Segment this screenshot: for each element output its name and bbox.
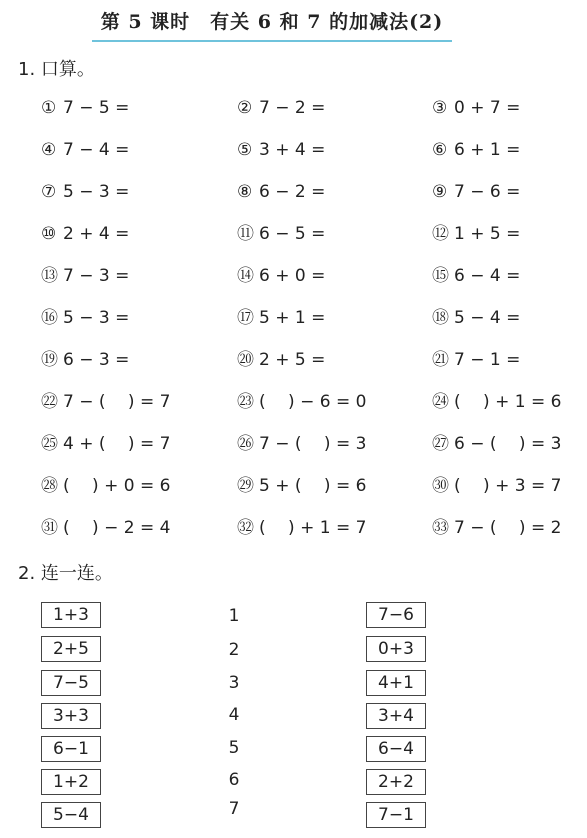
problem-expression: ( ) − 2 = 4 — [63, 518, 171, 538]
left-expression-box[interactable]: 1+3 — [41, 602, 101, 628]
mental-math-problem — [237, 390, 407, 414]
mental-math-problem — [432, 138, 587, 162]
mental-math-problem — [237, 348, 407, 372]
mental-math-problem — [237, 138, 407, 162]
problem-expression: 7 − 5 = — [63, 98, 130, 118]
problem-number: ⑳ — [237, 350, 254, 370]
mental-math-problem — [237, 516, 407, 540]
problem-expression: 5 − 3 = — [63, 182, 130, 202]
mental-math-problem — [237, 474, 407, 498]
problem-number: ⑱ — [432, 308, 449, 328]
answer-number[interactable]: 2 — [228, 640, 240, 660]
mental-math-problem — [41, 432, 211, 456]
right-expression-box[interactable]: 2+2 — [366, 769, 426, 795]
problem-expression: 6 − ( ) = 3 — [454, 434, 562, 454]
problem-expression: 7 − 6 = — [454, 182, 521, 202]
problem-number: ① — [41, 98, 57, 118]
right-expression-box[interactable]: 3+4 — [366, 703, 426, 729]
problem-expression: 4 + ( ) = 7 — [63, 434, 171, 454]
mental-math-problem — [41, 138, 211, 162]
problem-number: ㉒ — [41, 392, 58, 412]
mental-math-problem — [432, 474, 587, 498]
problem-expression: ( ) + 0 = 6 — [63, 476, 171, 496]
right-expression-box[interactable]: 0+3 — [366, 636, 426, 662]
problem-expression: 6 − 2 = — [259, 182, 326, 202]
answer-number[interactable]: 4 — [228, 705, 240, 725]
mental-math-problem — [432, 96, 587, 120]
problem-expression: 5 + 1 = — [259, 308, 326, 328]
problem-number: ④ — [41, 140, 57, 160]
problem-expression: 0 + 7 = — [454, 98, 521, 118]
problem-expression: 5 − 4 = — [454, 308, 521, 328]
mental-math-problem — [432, 516, 587, 540]
right-expression-box[interactable]: 4+1 — [366, 670, 426, 696]
mental-math-problem — [41, 222, 211, 246]
left-expression-box[interactable]: 7−5 — [41, 670, 101, 696]
answer-number[interactable]: 5 — [228, 738, 240, 758]
problem-number: ㉑ — [432, 350, 449, 370]
problem-expression: 7 − 1 = — [454, 350, 521, 370]
problem-number: ㉛ — [41, 518, 58, 538]
answer-number[interactable]: 1 — [228, 606, 240, 626]
problem-number: ⑩ — [41, 224, 57, 244]
title-underline — [92, 40, 452, 42]
left-expression-box[interactable]: 1+2 — [41, 769, 101, 795]
left-expression-box[interactable]: 5−4 — [41, 802, 101, 828]
problem-number: ㉔ — [432, 392, 449, 412]
problem-expression: 6 − 4 = — [454, 266, 521, 286]
problem-number: ⑨ — [432, 182, 448, 202]
section1-heading: 1. 口算。 — [18, 59, 95, 80]
problem-expression: 1 + 5 = — [454, 224, 521, 244]
right-expression-box[interactable]: 7−1 — [366, 802, 426, 828]
mental-math-problem — [41, 264, 211, 288]
answer-number[interactable]: 7 — [228, 799, 240, 819]
mental-math-problem — [432, 306, 587, 330]
mental-math-problem — [432, 390, 587, 414]
mental-math-problem — [432, 222, 587, 246]
problem-expression: 7 − 4 = — [63, 140, 130, 160]
problem-number: ㉙ — [237, 476, 254, 496]
mental-math-problem — [432, 432, 587, 456]
problem-expression: 3 + 4 = — [259, 140, 326, 160]
problem-expression: 7 − 2 = — [259, 98, 326, 118]
mental-math-problem — [432, 264, 587, 288]
problem-expression: 7 − ( ) = 2 — [454, 518, 562, 538]
mental-math-problem — [237, 180, 407, 204]
problem-number: ⑭ — [237, 266, 254, 286]
problem-expression: 6 − 3 = — [63, 350, 130, 370]
problem-expression: 5 − 3 = — [63, 308, 130, 328]
mental-math-problem — [41, 96, 211, 120]
section2-heading: 2. 连一连。 — [18, 563, 113, 584]
problem-number: ⑮ — [432, 266, 449, 286]
answer-number[interactable]: 6 — [228, 770, 240, 790]
mental-math-problem — [237, 222, 407, 246]
problem-number: ⑥ — [432, 140, 448, 160]
problem-expression: 6 + 1 = — [454, 140, 521, 160]
mental-math-problem — [41, 390, 211, 414]
answer-number[interactable]: 3 — [228, 673, 240, 693]
problem-number: ㉗ — [432, 434, 449, 454]
lesson-title: 第 5 课时 有关 6 和 7 的加减法(2) — [100, 11, 444, 33]
problem-expression: 2 + 4 = — [63, 224, 130, 244]
right-expression-box[interactable]: 6−4 — [366, 736, 426, 762]
problem-number: ⑤ — [237, 140, 253, 160]
mental-math-problem — [432, 180, 587, 204]
problem-number: ㉝ — [432, 518, 449, 538]
problem-expression: 5 + ( ) = 6 — [259, 476, 367, 496]
problem-number: ㉚ — [432, 476, 449, 496]
problem-number: ③ — [432, 98, 448, 118]
left-expression-box[interactable]: 3+3 — [41, 703, 101, 729]
problem-number: ㉓ — [237, 392, 254, 412]
problem-expression: ( ) − 6 = 0 — [259, 392, 367, 412]
right-expression-box[interactable]: 7−6 — [366, 602, 426, 628]
mental-math-problem — [237, 432, 407, 456]
problem-number: ⑪ — [237, 224, 254, 244]
problem-expression: ( ) + 3 = 7 — [454, 476, 562, 496]
mental-math-problem — [237, 264, 407, 288]
mental-math-problem — [41, 306, 211, 330]
mental-math-problem — [237, 96, 407, 120]
mental-math-problem — [432, 348, 587, 372]
problem-expression: 7 − ( ) = 7 — [63, 392, 171, 412]
problem-number: ② — [237, 98, 253, 118]
problem-number: ⑦ — [41, 182, 57, 202]
problem-expression: 7 − 3 = — [63, 266, 130, 286]
mental-math-problem — [237, 306, 407, 330]
left-expression-box[interactable]: 6−1 — [41, 736, 101, 762]
problem-expression: 7 − ( ) = 3 — [259, 434, 367, 454]
problem-number: ㉜ — [237, 518, 254, 538]
problem-expression: ( ) + 1 = 6 — [454, 392, 562, 412]
problem-number: ⑬ — [41, 266, 58, 286]
problem-expression: 6 + 0 = — [259, 266, 326, 286]
mental-math-problem — [41, 474, 211, 498]
problem-number: ㉕ — [41, 434, 58, 454]
left-expression-box[interactable]: 2+5 — [41, 636, 101, 662]
problem-expression: 6 − 5 = — [259, 224, 326, 244]
problem-number: ⑲ — [41, 350, 58, 370]
problem-number: ㉖ — [237, 434, 254, 454]
problem-number: ㉘ — [41, 476, 58, 496]
problem-number: ⑧ — [237, 182, 253, 202]
mental-math-problem — [41, 348, 211, 372]
mental-math-problem — [41, 516, 211, 540]
problem-number: ⑯ — [41, 308, 58, 328]
problem-number: ⑰ — [237, 308, 254, 328]
mental-math-problem — [41, 180, 211, 204]
problem-expression: 2 + 5 = — [259, 350, 326, 370]
problem-number: ⑫ — [432, 224, 449, 244]
problem-expression: ( ) + 1 = 7 — [259, 518, 367, 538]
